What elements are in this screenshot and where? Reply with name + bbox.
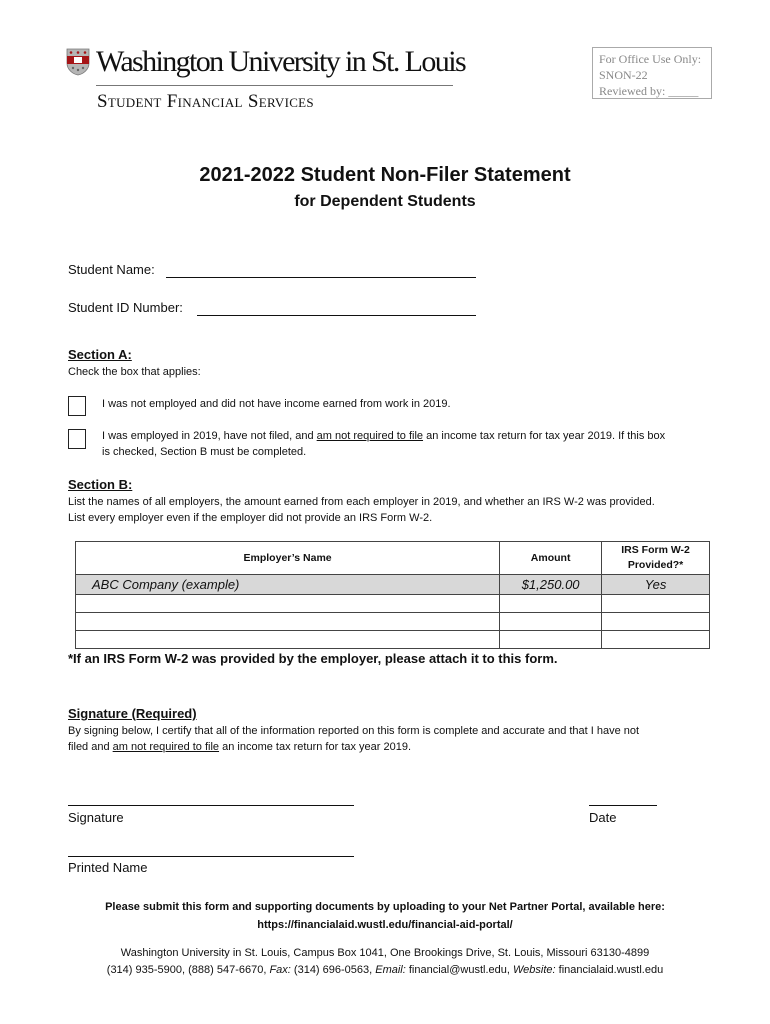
- amount-cell: $1,250.00: [500, 575, 602, 595]
- university-name: Washington University in St. Louis: [96, 45, 466, 78]
- contact-line: (314) 935-5900, (888) 547-6670, Fax: (314) 696-0563, Email: financial@wustl.edu, Website: financialaid.wustl.edu: [106, 964, 664, 976]
- signature-line[interactable]: [68, 805, 354, 806]
- section-a-heading: Section A:: [68, 347, 132, 362]
- section-b-heading: Section B:: [68, 477, 133, 492]
- w2-input[interactable]: [602, 613, 710, 631]
- certification-text: By signing below, I certify that all of the information reported on this form is complete and accurate and that I have not filed and am not required to file an income tax return for tax year 2019.: [68, 725, 640, 753]
- employed-not-required-checkbox[interactable]: [68, 429, 86, 449]
- signature-label: Signature: [68, 810, 124, 825]
- table-header-row: [76, 542, 710, 575]
- logo-divider: [96, 85, 453, 86]
- not-required-emphasis: am not required to file: [316, 430, 424, 442]
- office-use-label: For Office Use Only:: [599, 52, 702, 66]
- reviewed-by: Reviewed by: _____: [599, 84, 699, 98]
- department-name: Student Financial Services: [97, 91, 314, 112]
- w2-input[interactable]: [602, 595, 710, 613]
- table-row: [76, 631, 710, 649]
- university-shield-icon: [66, 48, 90, 76]
- student-name-field[interactable]: [166, 277, 476, 278]
- date-label: Date: [589, 810, 617, 825]
- printed-name-label: Printed Name: [68, 860, 148, 875]
- form-code: SNON-22: [599, 68, 648, 82]
- employer-name-input[interactable]: [76, 613, 500, 631]
- w2-input[interactable]: [602, 631, 710, 649]
- page-title: 2021-2022 Student Non-Filer Statement: [199, 164, 571, 186]
- employer-name-input[interactable]: [76, 631, 500, 649]
- header-employer-name: Employer’s Name: [76, 542, 500, 575]
- table-row: [76, 613, 710, 631]
- student-id-field[interactable]: [197, 315, 476, 316]
- page-subtitle: for Dependent Students: [294, 193, 476, 210]
- submit-instructions: Please submit this form and supporting documents by uploading to your Net Partner Portal, available here: https://financialaid.wustl.edu/financial-aid-portal/: [0, 898, 770, 934]
- section-a-instruction: Check the box that applies:: [68, 366, 201, 378]
- email-link[interactable]: financial@wustl.edu,: [405, 964, 513, 976]
- header-w2-provided: IRS Form W-2 Provided?*: [602, 542, 710, 575]
- student-id-label: Student ID Number:: [68, 300, 183, 315]
- signature-heading: Signature (Required): [68, 706, 197, 721]
- amount-input[interactable]: [500, 613, 602, 631]
- header-amount: Amount: [500, 542, 602, 575]
- section-b-instruction: List the names of all employers, the amount earned from each employer in 2019, and whether an IRS W-2 was provided. List every employer even if the employer did not provide an IRS Form W-2.: [68, 496, 655, 524]
- not-employed-checkbox[interactable]: [68, 396, 86, 416]
- amount-input[interactable]: [500, 595, 602, 613]
- not-employed-label: I was not employed and did not have income earned from work in 2019.: [102, 398, 451, 410]
- employer-name-input[interactable]: [76, 595, 500, 613]
- employers-table: [75, 541, 710, 649]
- table-row: [76, 595, 710, 613]
- employed-not-required-label: I was employed in 2019, have not filed, and am not required to file an income tax return for tax year 2019. If this box is checked, Section B must be completed.: [102, 430, 666, 458]
- website-link[interactable]: financialaid.wustl.edu: [555, 964, 664, 976]
- w2-cell: Yes: [602, 575, 710, 595]
- w2-attach-note: *If an IRS Form W-2 was provided by the employer, please attach it to this form.: [68, 651, 558, 666]
- printed-name-line[interactable]: [68, 856, 354, 857]
- student-name-label: Student Name:: [68, 262, 155, 277]
- employer-name-cell: ABC Company (example): [76, 575, 500, 595]
- date-line[interactable]: [589, 805, 657, 806]
- address: Washington University in St. Louis, Campus Box 1041, One Brookings Drive, St. Louis, Missouri 63130-4899: [120, 947, 650, 959]
- amount-input[interactable]: [500, 631, 602, 649]
- office-use-box: [592, 47, 712, 99]
- contact-info: [0, 945, 770, 979]
- portal-link[interactable]: https://financialaid.wustl.edu/financial-aid-portal/: [257, 919, 513, 931]
- table-row-example: [76, 575, 710, 595]
- university-logo: [66, 45, 466, 115]
